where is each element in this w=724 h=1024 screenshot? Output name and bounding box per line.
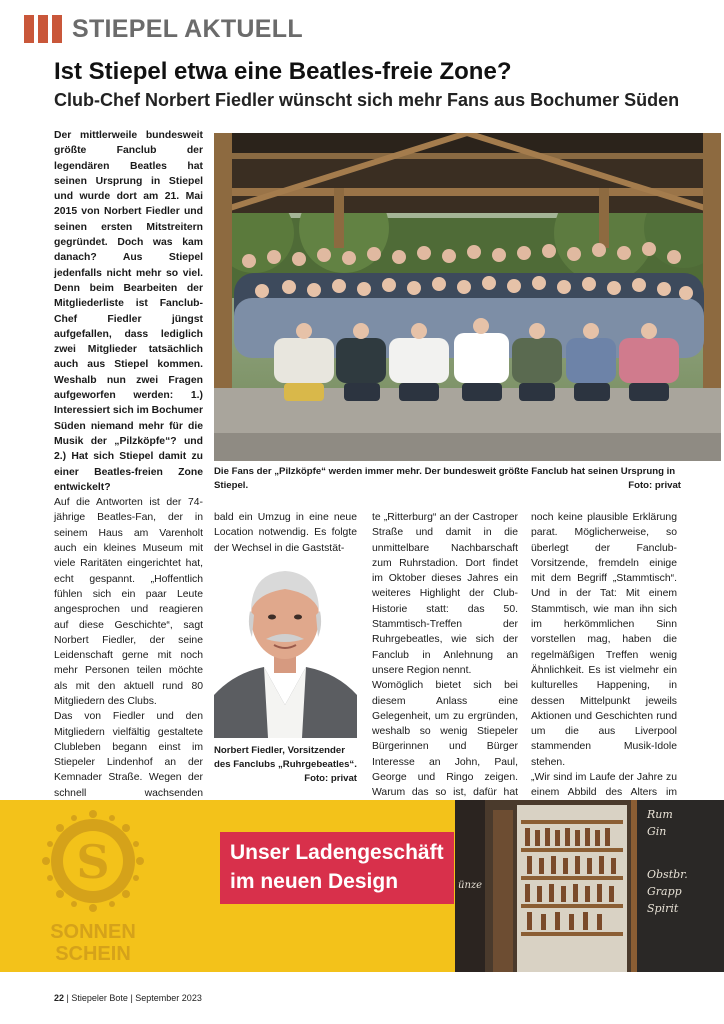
photo-credit: Foto: privat xyxy=(628,480,681,491)
svg-text:S: S xyxy=(76,835,110,889)
text-column-1 xyxy=(54,128,203,816)
lead-paragraph: Der mittlerweile bundesweit größte Fanclub der legendären Beatles hat seinen Ursprung in Stiepel und wurde dort am 21. Mai 2015 von Norbert Fiedler und seinen ersten Mitstreitern gegründet. Doch was kam danach? Aus Stiepel jedenfalls nicht mehr so viel. Denn beim Bearbeiten der Mitgliederliste ist Fanclub-Chef Fiedler jüngst aufgefallen, dass lediglich zwei Mitglieder tatsächlich auch aus Stiepel kommen. Weshalb nun zwei Fragen aufgeworfen werden: 1.) Interessiert sich im Bochumer Süden niemand mehr für die Musik der „Pilzköpfe“? und 2.) Hat sich Stiepel damit zu einer Beatles-freien Zone entwickelt? xyxy=(54,130,203,493)
portrait-photo xyxy=(214,555,357,738)
ad-headline xyxy=(220,832,454,904)
photo-caption-text: Die Fans der „Pilzköpfe“ werden immer mehr. Der bundesweit größte Fanclub hat seinen Ursprung in Stiepel. xyxy=(214,466,676,491)
store-photo xyxy=(455,800,724,972)
article-headline: Ist Stiepel etwa eine Beatles-freie Zone? xyxy=(54,58,512,85)
photo-caption xyxy=(214,465,681,493)
section-title: STIEPEL AKTUELL xyxy=(72,14,303,43)
publication-date: September 2023 xyxy=(135,993,202,1003)
sonnenschein-logo xyxy=(24,806,162,966)
page-footer xyxy=(54,993,202,1003)
brand-name-line-2: SCHEIN xyxy=(55,943,131,965)
brand-name xyxy=(24,921,162,965)
body-paragraph: bald ein Umzug in eine neue Location notwendig. Es folgte der Wechsel in die Gaststät- xyxy=(214,512,357,554)
page-number: 22 xyxy=(54,993,65,1003)
ad-headline-line-1: Unser Ladengeschäft xyxy=(230,841,444,864)
advertisement-banner[interactable] xyxy=(0,800,724,972)
body-paragraph: Das von Fiedler und den Mitgliedern vielfältig gestaltete Clubleben begann einst im Stiepeler Lindenhof an der Kemnader Straße. Wegen der schnell wachsenden xyxy=(54,711,203,799)
chalk-word: Gin xyxy=(647,825,667,838)
section-marker-icon xyxy=(24,15,62,43)
body-paragraph: Auf die Antworten ist der 74-jährige Beatles-Fan, der in seinem Haus am Varenholt auch ein kleines Museum mit viele Raritäten eingerichtet hat, echt gespannt. „Hoffentlich fühlen sich ein paar Leute angesprochen und reagieren auf diese Geschichte“, sagt Norbert Fiedler, der seine Leidenschaft gerne mit noch mehr Personen teilen möchte als mit den aktuell rund 80 Mitgliedern des Clubs. xyxy=(54,497,203,707)
chalk-side-text: ünze xyxy=(458,880,483,891)
footer-separator: | xyxy=(66,993,72,1003)
brand-name-line-1: SONNEN xyxy=(50,921,136,943)
portrait-credit: Foto: privat xyxy=(304,773,357,784)
sun-logo-icon xyxy=(24,806,162,916)
chalk-word: Obstbr. xyxy=(647,868,688,881)
pavilion-photo-illustration xyxy=(214,133,721,461)
portrait-caption-text: Norbert Fiedler, Vorsitzender des Fanclubs „Ruhrgebeatles“. xyxy=(214,745,357,770)
chalkboard-text xyxy=(647,806,688,917)
text-column-3 xyxy=(372,510,518,816)
chalk-word: Spirit xyxy=(647,902,679,915)
ad-headline-line-2: im neuen Design xyxy=(230,870,399,893)
portrait-illustration xyxy=(214,555,357,738)
article-subheadline: Club-Chef Norbert Fiedler wünscht sich mehr Fans aus Bochumer Süden xyxy=(54,90,680,110)
portrait-caption xyxy=(214,744,357,786)
footer-separator: | xyxy=(130,993,136,1003)
body-paragraph: Womöglich bietet sich bei diesem Anlass eine Gelegenheit, um zu ergründen, weshalb so wenig Stiepeler Bürgerinnen und Bürger Interesse an John, Paul, George und Ringo zeigen. Warum das so ist, dafür hat xyxy=(372,680,518,799)
text-column-2 xyxy=(214,510,357,556)
chalk-word: Rum xyxy=(647,808,673,821)
body-paragraph: „Wir sind im Laufe der Jahre zu einem Abbild des Alters im xyxy=(531,772,677,799)
body-paragraph: te „Ritterburg“ an der Castroper Straße und damit in die unmittelbare Nachbarschaft zum Ruhrstadion. Dort findet im Oktober dieses Jahres ein weiteres Highlight der Club-Historie statt: das 50. Stammtisch-Treffen der Ruhrgebeatles, wie sich der Fanclub in Anlehnung an unsere Region nennt. xyxy=(372,512,518,676)
text-column-4 xyxy=(531,510,677,816)
chalk-word: Grapp xyxy=(647,885,682,898)
publication-name: Stiepeler Bote xyxy=(71,993,128,1003)
section-header xyxy=(24,14,303,44)
body-paragraph: noch keine plausible Erklärung parat. Möglicherweise, so überlegt der Fanclub-Vorsitzende, fremdeln einige mit dem Begriff „Stammtisch“. Und in der Tat: Mit einem Stammtisch, wie man ihn sich im herkömmlichen Sinn vorstellen mag, haben die regelmäßigen Treffen wenig Ähnlichkeit. Es ist vielmehr ein kulturelles Happening, in dessen Mittelpunkt jeweils Aktionen und Geschichten rund um die aus Liverpool stammenden Musik-Idole stehen. xyxy=(531,512,677,768)
group-photo xyxy=(214,133,721,461)
